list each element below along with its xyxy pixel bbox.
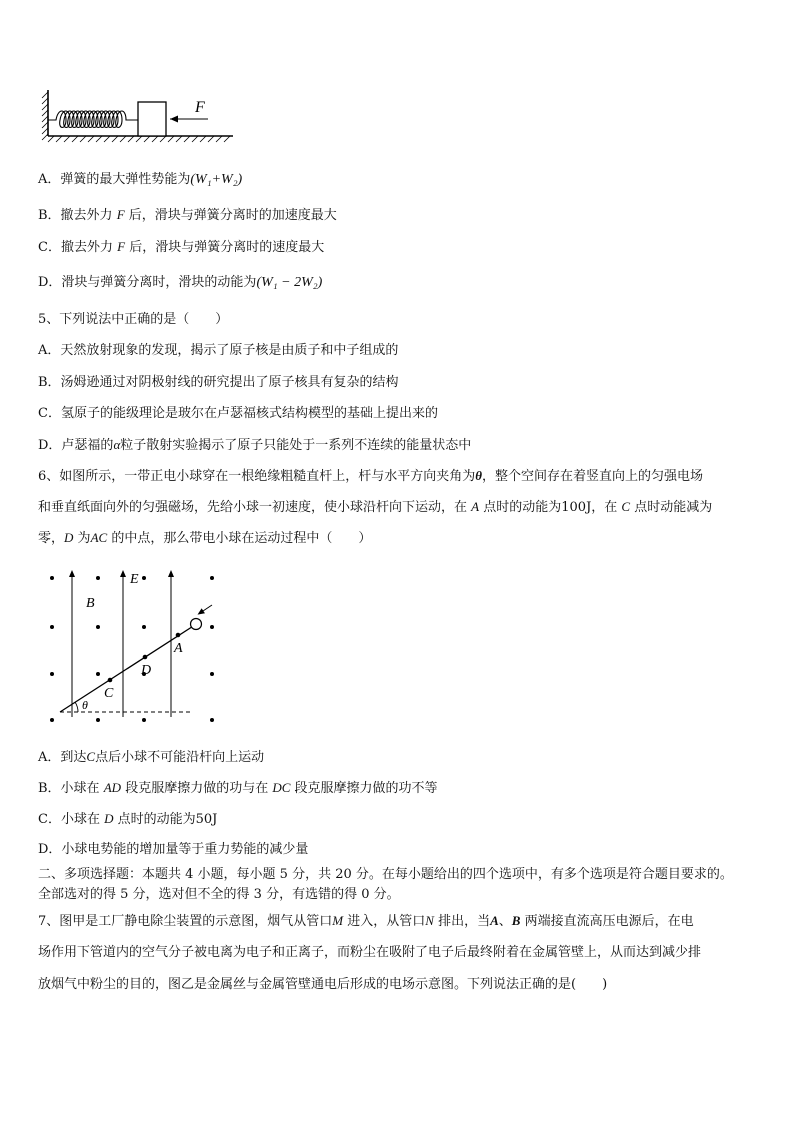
section2-line1: 二、多项选择题：本题共 4 小题，每小题 5 分，共 20 分。在每小题给出的四个选项中，有多个选项是符合题目要求的。 — [38, 867, 733, 882]
ball-velocity-arrow — [200, 605, 212, 613]
q4-option-a: A．弹簧的最大弹性势能为(W₁+W₂) — [38, 172, 243, 187]
section2-line2: 全部选对的得 5 分，选对但不全的得 3 分，有选错的得 0 分。 — [38, 887, 400, 902]
q5-option-a: A．天然放射现象的发现，揭示了原子核是由质子和中子组成的 — [38, 343, 399, 358]
point-d — [143, 655, 148, 660]
charged-ball — [191, 619, 202, 630]
q6-option-b: B．小球在 AD 段克服摩擦力做的功与在 DC 段克服摩擦力做的功不等 — [38, 780, 438, 796]
q6-stem-line3: 零，D 为AC 的中点，那么带电小球在运动过程中（ ） — [38, 530, 372, 546]
q7-stem-line3: 放烟气中粉尘的目的，图乙是金属丝与金属管壁通电后形成的电场示意图。下列说法正确的是( ) — [38, 977, 608, 992]
force-label: F — [195, 99, 205, 116]
q5-option-d: D．卢瑟福的α粒子散射实验揭示了原子只能处于一系列不连续的能量状态中 — [38, 437, 472, 453]
q5-option-c: C．氢原子的能级理论是玻尔在卢瑟福核式结构模型的基础上提出来的 — [38, 406, 438, 421]
spring-block-figure — [40, 88, 240, 148]
q7-stem-line1: 7、图甲是工厂静电除尘装置的示意图，烟气从管口M 进入，从管口N 排出，当A、B 两端接直流高压电源后，在电 — [38, 913, 694, 929]
q4-option-b: B．撤去外力 F 后，滑块与弹簧分离时的加速度最大 — [38, 207, 337, 223]
q6-option-c: C．小球在 D 点时的动能为50J — [38, 811, 218, 827]
point-a — [176, 633, 181, 638]
q6-option-d: D．小球电势能的增加量等于重力势能的减少量 — [38, 842, 309, 857]
q6-stem-line1: 6、如图所示，一带正电小球穿在一根绝缘粗糙直杆上，杆与水平方向夹角为θ，整个空间存在着竖直向上的匀强电场 — [38, 468, 704, 484]
q6-option-a: A．到达C点后小球不可能沿杆向上运动 — [38, 749, 265, 765]
label-theta: θ — [82, 698, 88, 712]
q6-field-rod-figure — [40, 565, 230, 730]
q7-stem-line2: 场作用下管道内的空气分子被电离为电子和正离子，而粉尘在吸附了电子后最终附着在金属管壁上，从而达到减少排 — [38, 945, 702, 960]
point-c — [108, 678, 113, 683]
label-a: A — [174, 641, 183, 656]
theta-arc — [75, 702, 78, 712]
q4-option-c: C．撤去外力 F 后，滑块与弹簧分离时的速度最大 — [38, 239, 325, 255]
spring-coil — [48, 111, 138, 128]
floor-hatch — [48, 136, 230, 142]
label-c: C — [104, 686, 114, 701]
q5-option-b: B．汤姆逊通过对阴极射线的研究提出了原子核具有复杂的结构 — [38, 375, 399, 390]
sliding-block — [138, 102, 166, 136]
wall-hatch — [42, 92, 48, 140]
label-d: D — [141, 663, 152, 678]
q4-option-d: D．滑块与弹簧分离时，滑块的动能为(W₁ − 2W₂) — [38, 275, 323, 290]
q5-stem: 5、下列说法中正确的是（ ） — [38, 312, 229, 327]
label-b: B — [86, 596, 95, 611]
magnetic-field-dots — [50, 576, 214, 722]
force-arrow-head — [170, 116, 178, 123]
label-e: E — [130, 572, 139, 587]
q6-stem-line2: 和垂直纸面向外的匀强磁场，先给小球一初速度，使小球沿杆向下运动，在 A 点时的动能为100J，在 C 点时动能减为 — [38, 499, 713, 515]
